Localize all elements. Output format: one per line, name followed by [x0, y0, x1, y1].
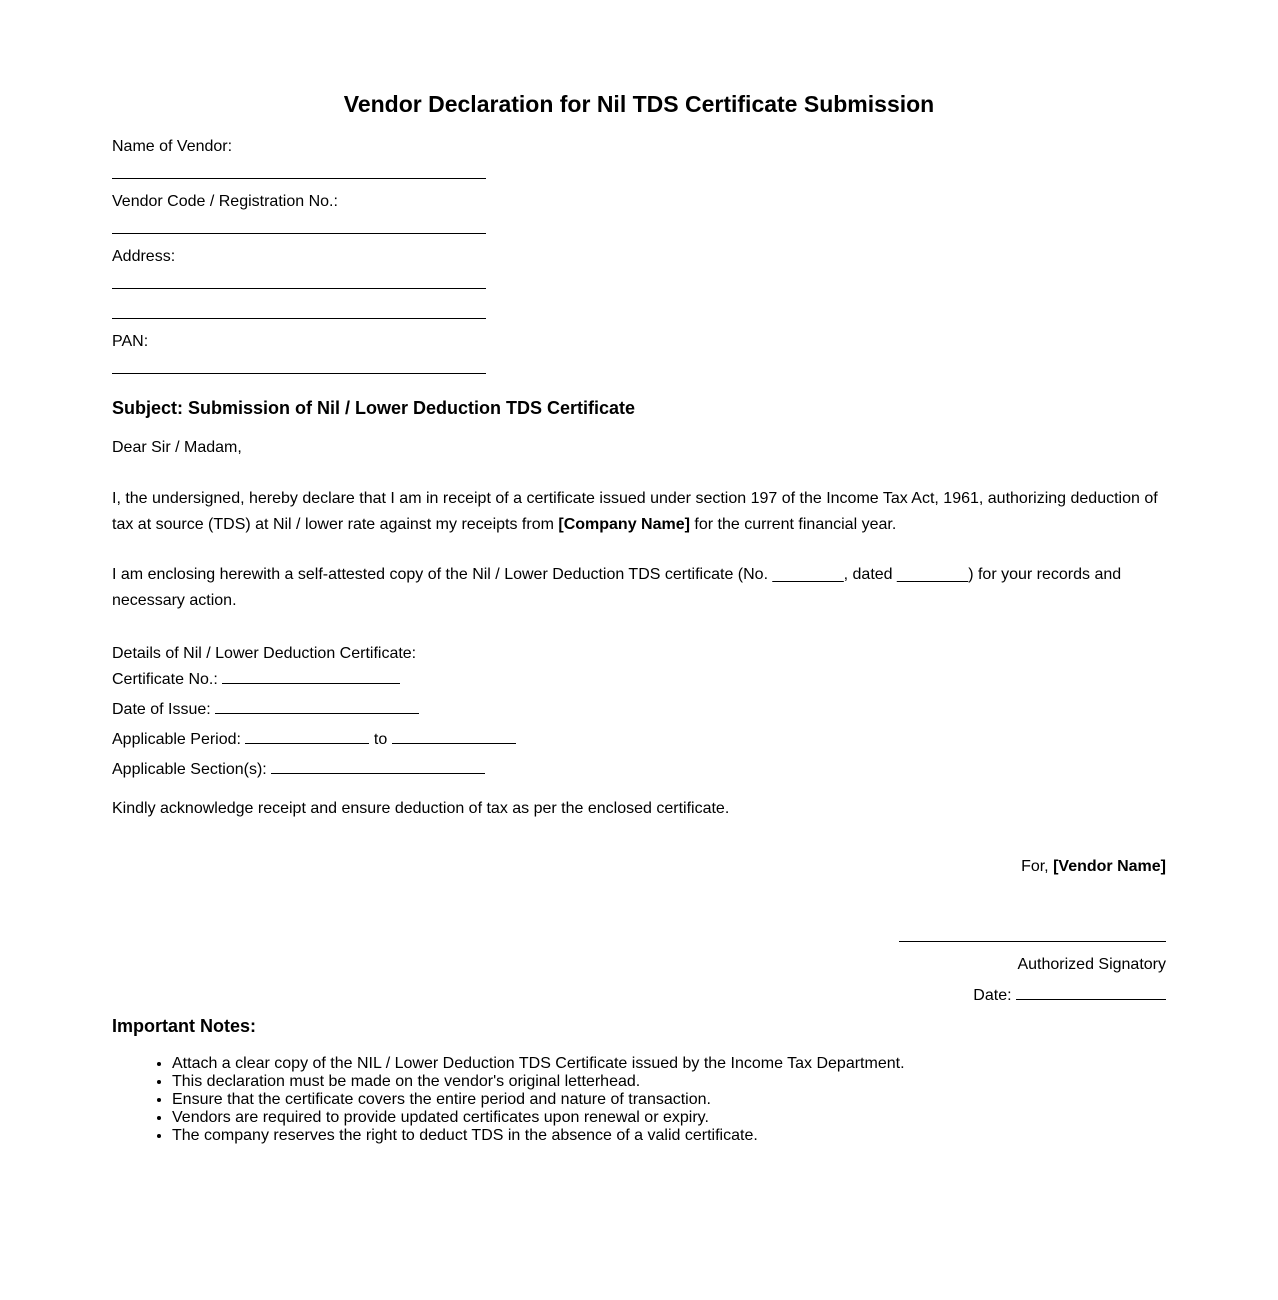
list-item: • The company reserves the right to deduct TDS in the absence of a valid certificate.	[172, 1127, 905, 1145]
page-title: Vendor Declaration for Nil TDS Certificate Submission	[343, 91, 935, 117]
date-of-issue-blank[interactable]	[215, 699, 419, 714]
company-name-placeholder: [Company Name]	[558, 516, 690, 533]
notes-heading: Important Notes:	[112, 1016, 256, 1036]
declaration-paragraph	[112, 486, 1172, 538]
signature-date-row	[973, 985, 1166, 1006]
signature-date-blank[interactable]	[1016, 985, 1166, 1000]
period-from-blank[interactable]	[245, 729, 369, 744]
pan-line[interactable]	[112, 373, 486, 374]
salutation: Dear Sir / Madam,	[112, 439, 242, 456]
certificate-no-blank[interactable]	[222, 669, 400, 684]
list-item: • Ensure that the certificate covers the entire period and nature of transaction.	[172, 1091, 905, 1109]
address-label: Address:	[112, 248, 176, 265]
enclosure-paragraph: I am enclosing herewith a self-attested copy of the Nil / Lower Deduction TDS certificate (No. ________, dated ________) for your records and necessary action.	[112, 566, 1122, 609]
list-item: • Attach a clear copy of the NIL / Lower Deduction TDS Certificate issued by the Income Tax Department.	[172, 1055, 905, 1073]
period-to-blank[interactable]	[392, 729, 516, 744]
notes-list	[112, 1055, 905, 1145]
list-item: • This declaration must be made on the vendor's original letterhead.	[172, 1073, 905, 1091]
vendor-code-label: Vendor Code / Registration No.:	[112, 193, 338, 210]
declaration-text-end: for the current financial year.	[689, 516, 897, 533]
applicable-period-row	[112, 729, 516, 750]
date-of-issue-label: Date of Issue:	[112, 701, 211, 718]
applicable-sections-blank[interactable]	[271, 759, 485, 774]
address-line-1[interactable]	[112, 288, 486, 289]
applicable-sections-row	[112, 759, 485, 780]
applicable-period-label: Applicable Period:	[112, 731, 241, 748]
vendor-name-placeholder: [Vendor Name]	[1053, 858, 1166, 875]
pan-label: PAN:	[112, 333, 149, 350]
date-of-issue-row	[112, 699, 419, 720]
certificate-no-row	[112, 669, 400, 690]
signature-line[interactable]	[899, 941, 1166, 942]
declaration-text-start: I, the undersigned, hereby declare that I am in receipt of a certificate issued under section 197 of the Income Tax Act, 1961, authorizing deduction of tax at source (TDS) at Nil / lower rate against my receipts from	[112, 490, 1158, 533]
vendor-name-line[interactable]	[112, 178, 486, 179]
list-item: • Vendors are required to provide updated certificates upon renewal or expiry.	[172, 1109, 905, 1127]
period-to-text: to	[373, 731, 388, 748]
for-vendor-line	[1021, 857, 1166, 877]
address-line-2[interactable]	[112, 318, 486, 319]
for-label: For,	[1021, 858, 1049, 875]
signature-date-label: Date:	[973, 987, 1012, 1004]
details-heading: Details of Nil / Lower Deduction Certificate:	[112, 645, 417, 662]
certificate-no-label: Certificate No.:	[112, 671, 218, 688]
applicable-sections-label: Applicable Section(s):	[112, 761, 267, 778]
authorized-signatory: Authorized Signatory	[1017, 956, 1166, 973]
subject-heading: Subject: Submission of Nil / Lower Deduction TDS Certificate	[112, 398, 636, 418]
vendor-name-label: Name of Vendor:	[112, 138, 233, 155]
closing-text: Kindly acknowledge receipt and ensure deduction of tax as per the enclosed certificate.	[112, 800, 730, 817]
vendor-code-line[interactable]	[112, 233, 486, 234]
